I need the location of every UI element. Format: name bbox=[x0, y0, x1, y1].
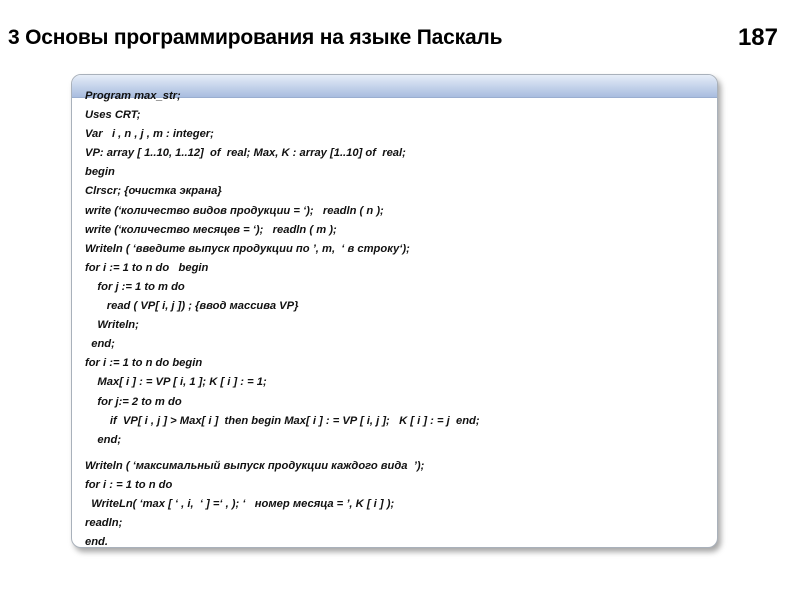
code-line: Program max_str; bbox=[85, 90, 181, 102]
code-line: Clrscr; {очистка экрана} bbox=[85, 185, 222, 198]
code-line: for j:= 2 to m do bbox=[85, 395, 182, 408]
page-number: 187 bbox=[737, 24, 778, 51]
code-line: readln; bbox=[85, 517, 123, 530]
code-line: end; bbox=[85, 338, 115, 351]
code-line: begin bbox=[85, 166, 115, 179]
code-line: Var i , n , j , m : integer; bbox=[85, 128, 214, 141]
code-line: Uses CRT; bbox=[85, 109, 141, 122]
code-line: VP: array [ 1..10, 1..12] of real; Max, K : array [1..10] of real; bbox=[85, 147, 406, 160]
code-line: for i := 1 to n do begin bbox=[85, 357, 203, 370]
code-line: Writeln ( ‘максимальный выпуск продукции каждого вида ’); bbox=[85, 459, 425, 472]
code-line: end; bbox=[85, 433, 122, 446]
code-line: Max[ i ] : = VP [ i, 1 ]; K [ i ] : = 1; bbox=[85, 376, 267, 389]
code-listing bbox=[85, 87, 480, 548]
code-line: for j := 1 to m do bbox=[85, 280, 185, 293]
code-line: Writeln; bbox=[85, 319, 139, 332]
code-line: WriteLn( ‘max [ ‘ , i, ‘ ] =‘ , ); ‘ номер месяца = ’, K [ i ] ); bbox=[85, 497, 395, 510]
code-line: if VP[ i , j ] > Max[ i ] then begin Max[ i ] : = VP [ i, j ]; K [ i ] : = j end; bbox=[85, 414, 480, 427]
code-line: write (‘количество месяцев = ‘); readln ( m ); bbox=[85, 223, 337, 236]
code-line: write (‘количество видов продукции = ‘); readln ( n ); bbox=[85, 204, 384, 217]
code-line: end. bbox=[85, 536, 108, 548]
slide-title: 3 Основы программирования на языке Паскаль bbox=[8, 26, 503, 49]
code-line: Writeln ( ‘введите выпуск продукции по ’, m, ‘ в строку‘); bbox=[85, 242, 410, 255]
code-line bbox=[85, 450, 480, 457]
code-panel bbox=[71, 74, 718, 548]
code-line: for i : = 1 to n do bbox=[85, 478, 173, 491]
code-line: read ( VP[ i, j ]) ; {ввод массива VP} bbox=[85, 300, 299, 313]
code-line: for i := 1 to n do begin bbox=[85, 261, 209, 274]
